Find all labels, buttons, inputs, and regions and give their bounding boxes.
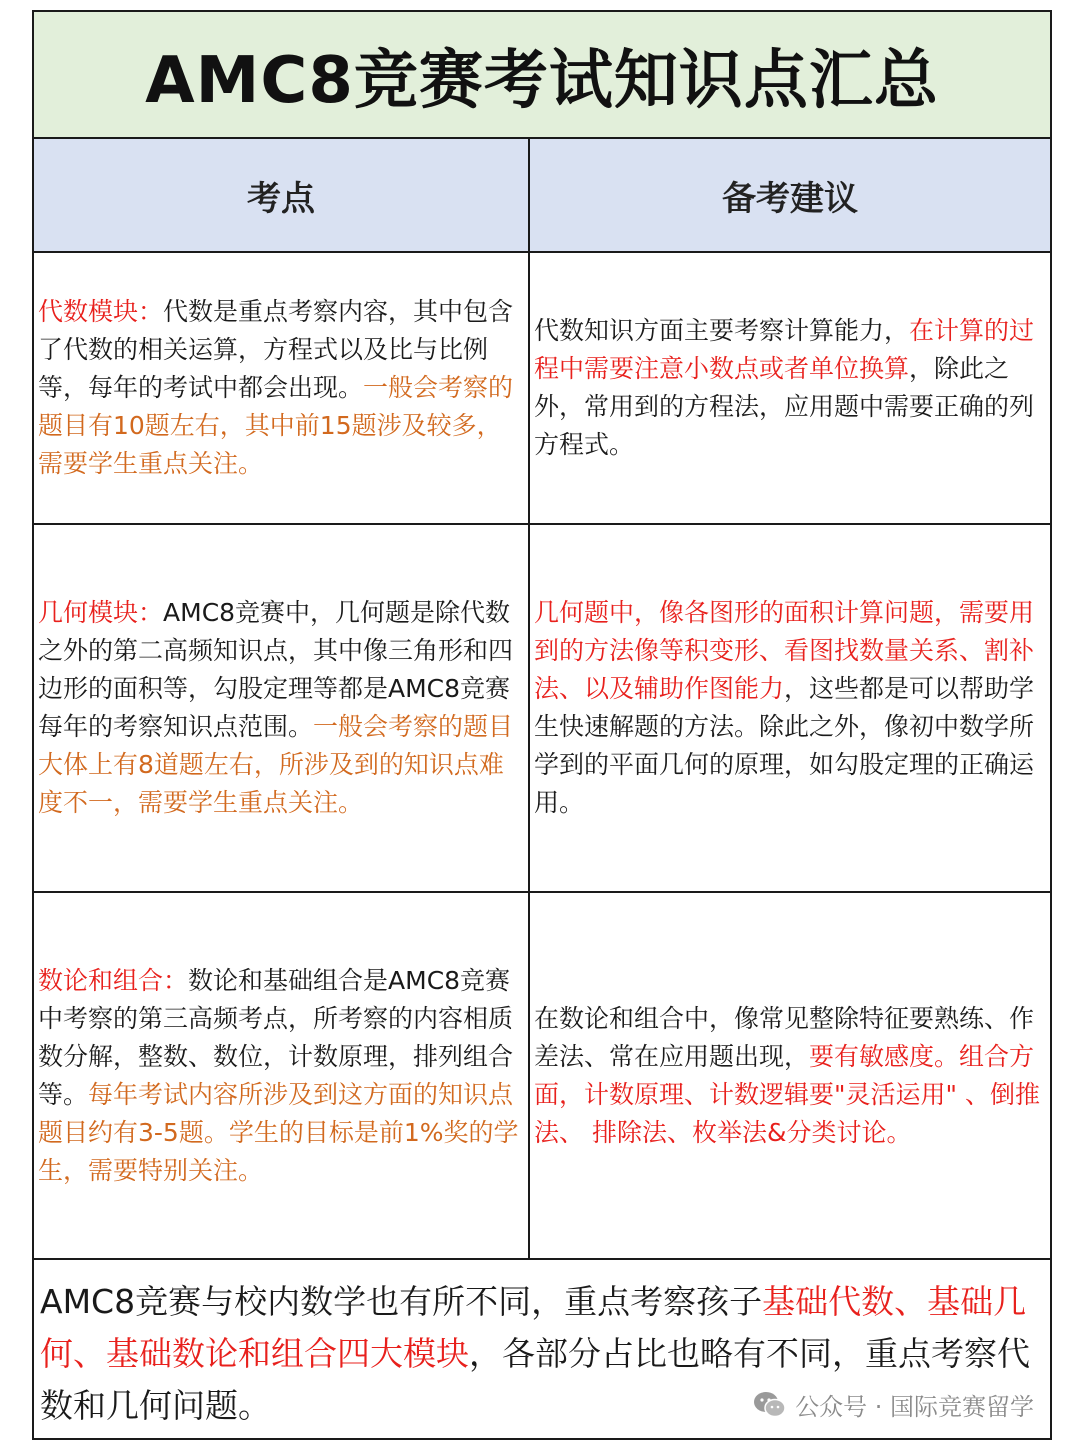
summary-text: AMC8竞赛与校内数学也有所不同，重点考察孩子 <box>40 1282 763 1321</box>
algebra-advice-cell <box>530 253 1050 525</box>
number-theory-advice-text: 在数论和组合中，像常见整除特征要熟练、作差法、常在应用题出现， <box>534 1003 1035 1071</box>
summary-text-2: ，各部分占比也略有不同，重点考察代数和几何问题。 <box>40 1334 1030 1425</box>
algebra-advice-text-2: ，除此之外，常用到的方程法，应用题中需要正确的列方程式。 <box>534 354 1035 459</box>
geometry-text: AMC8竞赛中，几何题是除代数之外的第二高频知识点，其中像三角形和四边形的面积等，勾股定理等都是AMC8竞赛每年的考察知识点范围。 <box>38 598 514 741</box>
number-theory-advice-cell <box>530 893 1050 1260</box>
header-prep-advice: 备考建议 <box>530 139 1050 253</box>
geometry-label: 几何模块： <box>38 598 164 627</box>
number-theory-text: 数论和基础组合是AMC8竞赛中考察的第三高频考点，所考察的内容相质数分解，整数、数位，计数原理，排列组合等。 <box>38 965 514 1109</box>
algebra-label: 代数模块： <box>38 297 164 326</box>
algebra-text: 代数是重点考察内容，其中包含了代数的相关运算，方程式以及比与比例等，每年的考试中都会出现。 <box>38 297 514 402</box>
summary-highlight: 基础代数、基础几何、基础数论和组合四大模块 <box>40 1282 1027 1373</box>
watermark <box>749 1387 1038 1422</box>
geometry-highlight: 一般会考察的题目大体上有8道题左右，所涉及到的知识点难度不一，需要学生重点关注。 <box>38 712 514 817</box>
algebra-highlight: 一般会考察的题目有10题左右，其中前15题涉及较多， 需要学生重点关注。 <box>38 373 514 478</box>
number-theory-label: 数论和组合： <box>38 965 189 995</box>
wechat-icon <box>753 1391 787 1419</box>
algebra-point-cell <box>34 253 530 525</box>
geometry-point-cell <box>34 525 530 893</box>
geometry-advice-text: ，这些都是可以帮助学生快速解题的方法。除此之外，像初中数学所学到的平面几何的原理，如勾股定理的正确运用。 <box>534 674 1035 817</box>
algebra-advice-text: 代数知识方面主要考察计算能力， <box>534 316 910 345</box>
header-exam-points: 考点 <box>34 139 530 253</box>
geometry-advice-cell <box>530 525 1050 893</box>
watermark-text: 公众号 · 国际竞赛留学 <box>795 1393 1034 1421</box>
knowledge-table <box>32 10 1052 1440</box>
geometry-advice-highlight: 几何题中，像各图形的面积计算问题，需要用到的方法像等积变形、看图找数量关系、割补法、以及辅助作图能力 <box>534 598 1035 703</box>
page-title: AMC8竞赛考试知识点汇总 <box>34 12 1050 139</box>
algebra-advice-highlight: 在计算的过程中需要注意小数点或者单位换算 <box>534 316 1035 383</box>
number-theory-point-cell <box>34 893 530 1260</box>
number-theory-highlight: 每年考试内容所涉及到这方面的知识点题目约有3-5题。学生的目标是前1%奖的学生，需要特别关注。 <box>38 1079 519 1185</box>
number-theory-advice-highlight: 要有敏感度。组合方面，计数原理、计数逻辑要"灵活运用" 、倒推法、 排除法、枚举法&分类讨论。 <box>534 1041 1040 1147</box>
